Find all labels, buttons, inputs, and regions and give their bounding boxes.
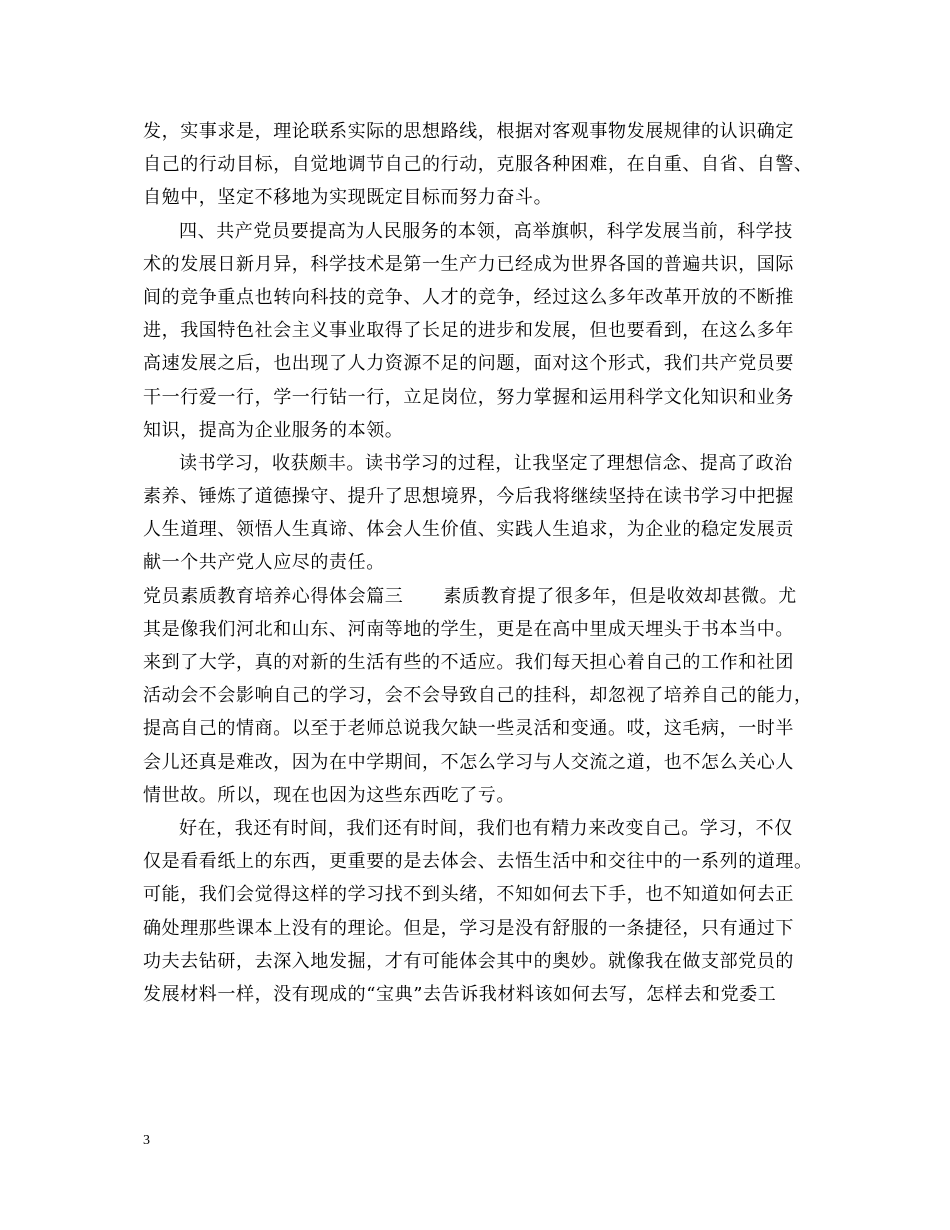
text-line: 可能，我们会觉得这样的学习找不到头绪，不知如何去下手，也不知道如何去正 [143,884,794,906]
text-line: 自勉中，坚定不移地为实现既定目标而努力奋斗。 [143,187,553,209]
text-line: 情世故。所以，现在也因为这些东西吃了亏。 [143,784,515,806]
paragraph-start-line: 好在，我还有时间，我们还有时间，我们也有精力来改变自己。学习，不仅 [179,817,793,839]
section-first-text: 素质教育提了很多年，但是收效却甚微。尤 [443,585,797,607]
text-line: 活动会不会影响自己的学习，会不会导致自己的挂科，却忽视了培养自己的能力， [143,685,813,707]
text-line: 仅是看看纸上的东西，更重要的是去体会、去悟生活中和交往中的一系列的道理。 [143,851,813,873]
section-heading-line [143,580,828,613]
text-line: 提高自己的情商。以至于老师总说我欠缺一些灵活和变通。哎，这毛病，一时半 [143,718,794,740]
paragraph-start-line: 四、共产党员要提高为人民服务的本领，高举旗帜，科学发展当前，科学技 [179,220,793,242]
text-line: 进，我国特色社会主义事业取得了长足的进步和发展，但也要看到，在这么多年 [143,320,794,342]
text-line: 人生道理、领悟人生真谛、体会人生价值、实践人生追求，为企业的稳定发展贡 [143,519,794,541]
text-line: 素养、锤炼了道德操守、提升了思想境界，今后我将继续坚持在读书学习中把握 [143,486,794,508]
text-line: 其是像我们河北和山东、河南等地的学生，更是在高中里成天埋头于书本当中。 [143,618,794,640]
text-line: 发，实事求是，理论联系实际的思想路线，根据对客观事物发展规律的认识确定 [143,121,794,142]
section-heading: 党员素质教育培养心得体会篇三 [143,585,404,607]
text-line: 高速发展之后，也出现了人力资源不足的问题，面对这个形式，我们共产党员要 [143,353,794,375]
text-line: 术的发展日新月异，科学技术是第一生产力已经成为世界各国的普遍共识，国际 [143,253,794,275]
text-line: 间的竞争重点也转向科技的竞争、人才的竞争，经过这么多年改革开放的不断推 [143,286,794,308]
page-number: 3 [143,1133,150,1148]
text-line: 功夫去钻研，去深入地发掘，才有可能体会其中的奥妙。就像我在做支部党员的 [143,950,794,972]
text-line: 干一行爱一行，学一行钻一行，立足岗位，努力掌握和运用科学文化知识和业务 [143,386,794,408]
paragraph-start-line: 读书学习，收获颇丰。读书学习的过程，让我坚定了理想信念、提高了政治 [179,452,793,474]
text-line: 会儿还真是难改，因为在中学期间，不怎么学习与人交流之道，也不怎么关心人 [143,751,794,773]
text-line: 确处理那些课本上没有的理论。但是，学习是没有舒服的一条捷径，只有通过下 [143,917,794,939]
text-line: 发展材料一样，没有现成的“宝典”去告诉我材料该如何去写，怎样去和党委工 [143,983,777,1005]
text-line: 自己的行动目标，自觉地调节自己的行动，克服各种困难，在自重、自省、自警、 [143,154,813,176]
text-line: 来到了大学，真的对新的生活有些的不适应。我们每天担心着自己的工作和社团 [143,652,794,673]
text-line: 献一个共产党人应尽的责任。 [143,552,385,574]
document-body [143,115,828,1011]
text-line: 知识，提高为企业服务的本领。 [143,419,404,441]
